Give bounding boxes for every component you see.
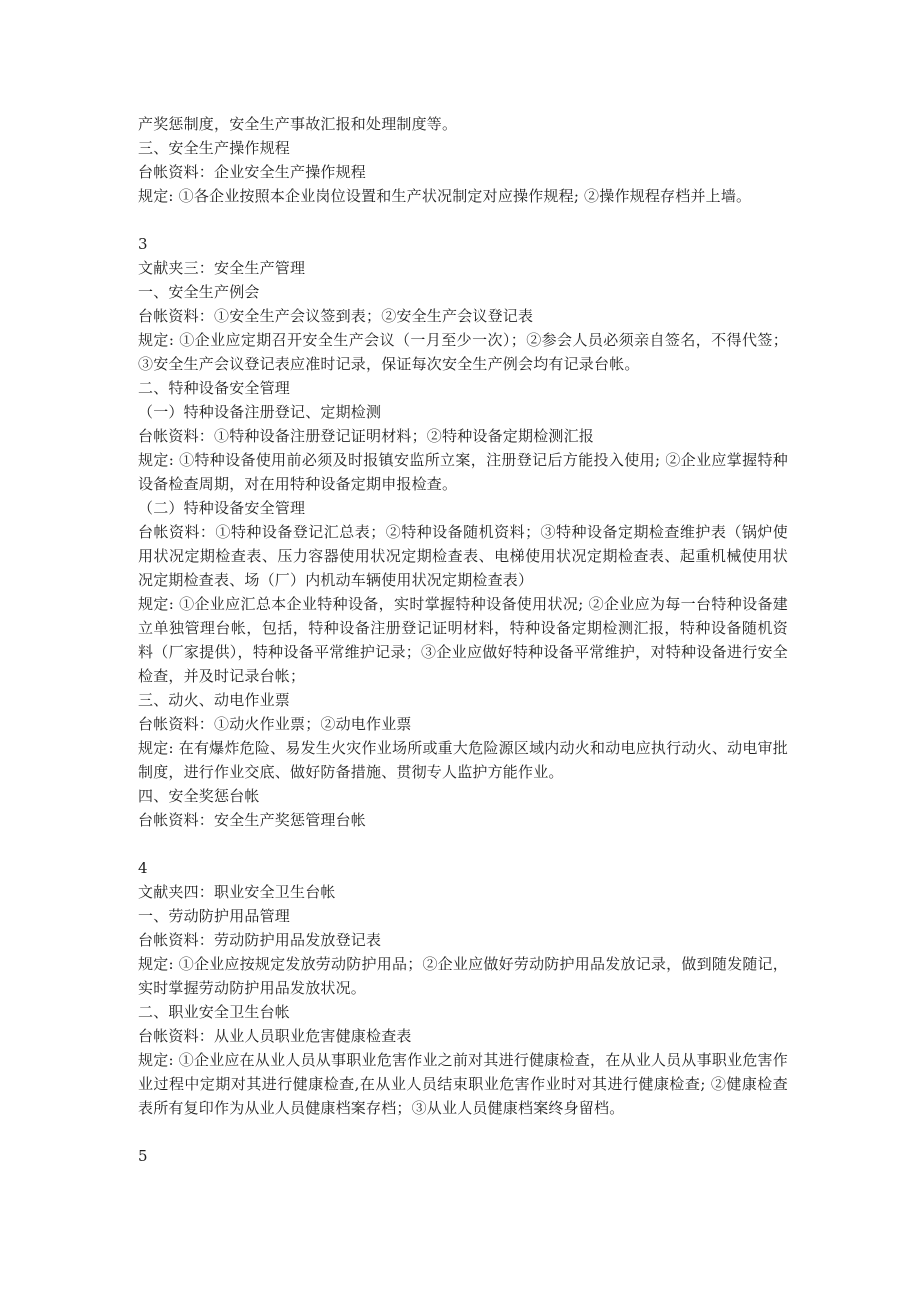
- spacer: [138, 832, 788, 856]
- subsection-heading: （二）特种设备安全管理: [138, 499, 306, 517]
- paragraph: 规定: ①特种设备使用前必须及时报镇安监所立案，注册登记后方能投入使用; ②企业应掌握特种设备检查周期，对在用特种设备定期申报检查。: [138, 451, 788, 493]
- document-body: [138, 112, 788, 1168]
- text-line: 台帐资料：①动火作业票；②动电作业票: [138, 715, 412, 733]
- text-line: 台帐资料：从业人员职业危害健康检查表: [138, 1027, 412, 1045]
- section-heading: 一、安全生产例会: [138, 283, 260, 301]
- page-number: 4: [138, 859, 148, 877]
- subsection-heading: （一）特种设备注册登记、定期检测: [138, 403, 382, 421]
- section-heading: 三、安全生产操作规程: [138, 139, 291, 157]
- text-line: 台帐资料：安全生产奖惩管理台帐: [138, 811, 367, 829]
- text-line: 台帐资料：企业安全生产操作规程: [138, 163, 367, 181]
- paragraph: 规定: ①企业应在从业人员从事职业危害作业之前对其进行健康检查，在从业人员从事职业危害作业过程中定期对其进行健康检查,在从业人员结束职业危害作业时对其进行健康检查; ②健康检查表所有复印作为从业人员健康档案存档；③从业人员健康档案终身留档。: [138, 1051, 788, 1117]
- page-number: 5: [138, 1147, 148, 1165]
- paragraph: 规定: ①企业应按规定发放劳动防护用品；②企业应做好劳动防护用品发放记录，做到随发随记，实时掌握劳动防护用品发放状况。: [138, 955, 788, 997]
- text-line: 台帐资料：劳动防护用品发放登记表: [138, 931, 382, 949]
- text-line: 台帐资料：①安全生产会议签到表；②安全生产会议登记表: [138, 307, 534, 325]
- page-number: 3: [138, 235, 148, 253]
- text-line: 台帐资料：①特种设备注册登记证明材料；②特种设备定期检测汇报: [138, 427, 595, 445]
- paragraph: 规定: ①企业应定期召开安全生产会议（一月至少一次）；②参会人员必须亲自签名，不得代签；③安全生产会议登记表应准时记录，保证每次安全生产例会均有记录台帐。: [138, 331, 788, 373]
- paragraph: 规定: ①企业应汇总本企业特种设备，实时掌握特种设备使用状况; ②企业应为每一台特种设备建立单独管理台帐，包括，特种设备注册登记证明材料，特种设备定期检测汇报，特种设备随机资料（厂家提供），特种设备平常维护记录；③企业应做好特种设备平常维护，对特种设备进行安全检查，并及时记录台帐；: [138, 595, 788, 685]
- spacer: [138, 208, 788, 232]
- folder-heading: 文献夹三：安全生产管理: [138, 259, 306, 277]
- section-heading: 一、劳动防护用品管理: [138, 907, 291, 925]
- section-heading: 二、特种设备安全管理: [138, 379, 291, 397]
- paragraph: 规定: 在有爆炸危险、易发生火灾作业场所或重大危险源区域内动火和动电应执行动火、动电审批制度，进行作业交底、做好防备措施、贯彻专人监护方能作业。: [138, 739, 788, 781]
- text-line: 产奖惩制度，安全生产事故汇报和处理制度等。: [138, 115, 458, 133]
- paragraph: 台帐资料：①特种设备登记汇总表；②特种设备随机资料；③特种设备定期检查维护表（锅炉使用状况定期检查表、压力容器使用状况定期检查表、电梯使用状况定期检查表、起重机械使用状况定期检查表、场（厂）内机动车辆使用状况定期检查表）: [138, 523, 788, 589]
- spacer: [138, 1120, 788, 1144]
- text-line: 规定: ①各企业按照本企业岗位设置和生产状况制定对应操作规程; ②操作规程存档并上墙。: [138, 187, 752, 205]
- section-heading: 三、动火、动电作业票: [138, 691, 291, 709]
- section-heading: 四、安全奖惩台帐: [138, 787, 260, 805]
- section-heading: 二、职业安全卫生台帐: [138, 1003, 291, 1021]
- folder-heading: 文献夹四：职业安全卫生台帐: [138, 883, 336, 901]
